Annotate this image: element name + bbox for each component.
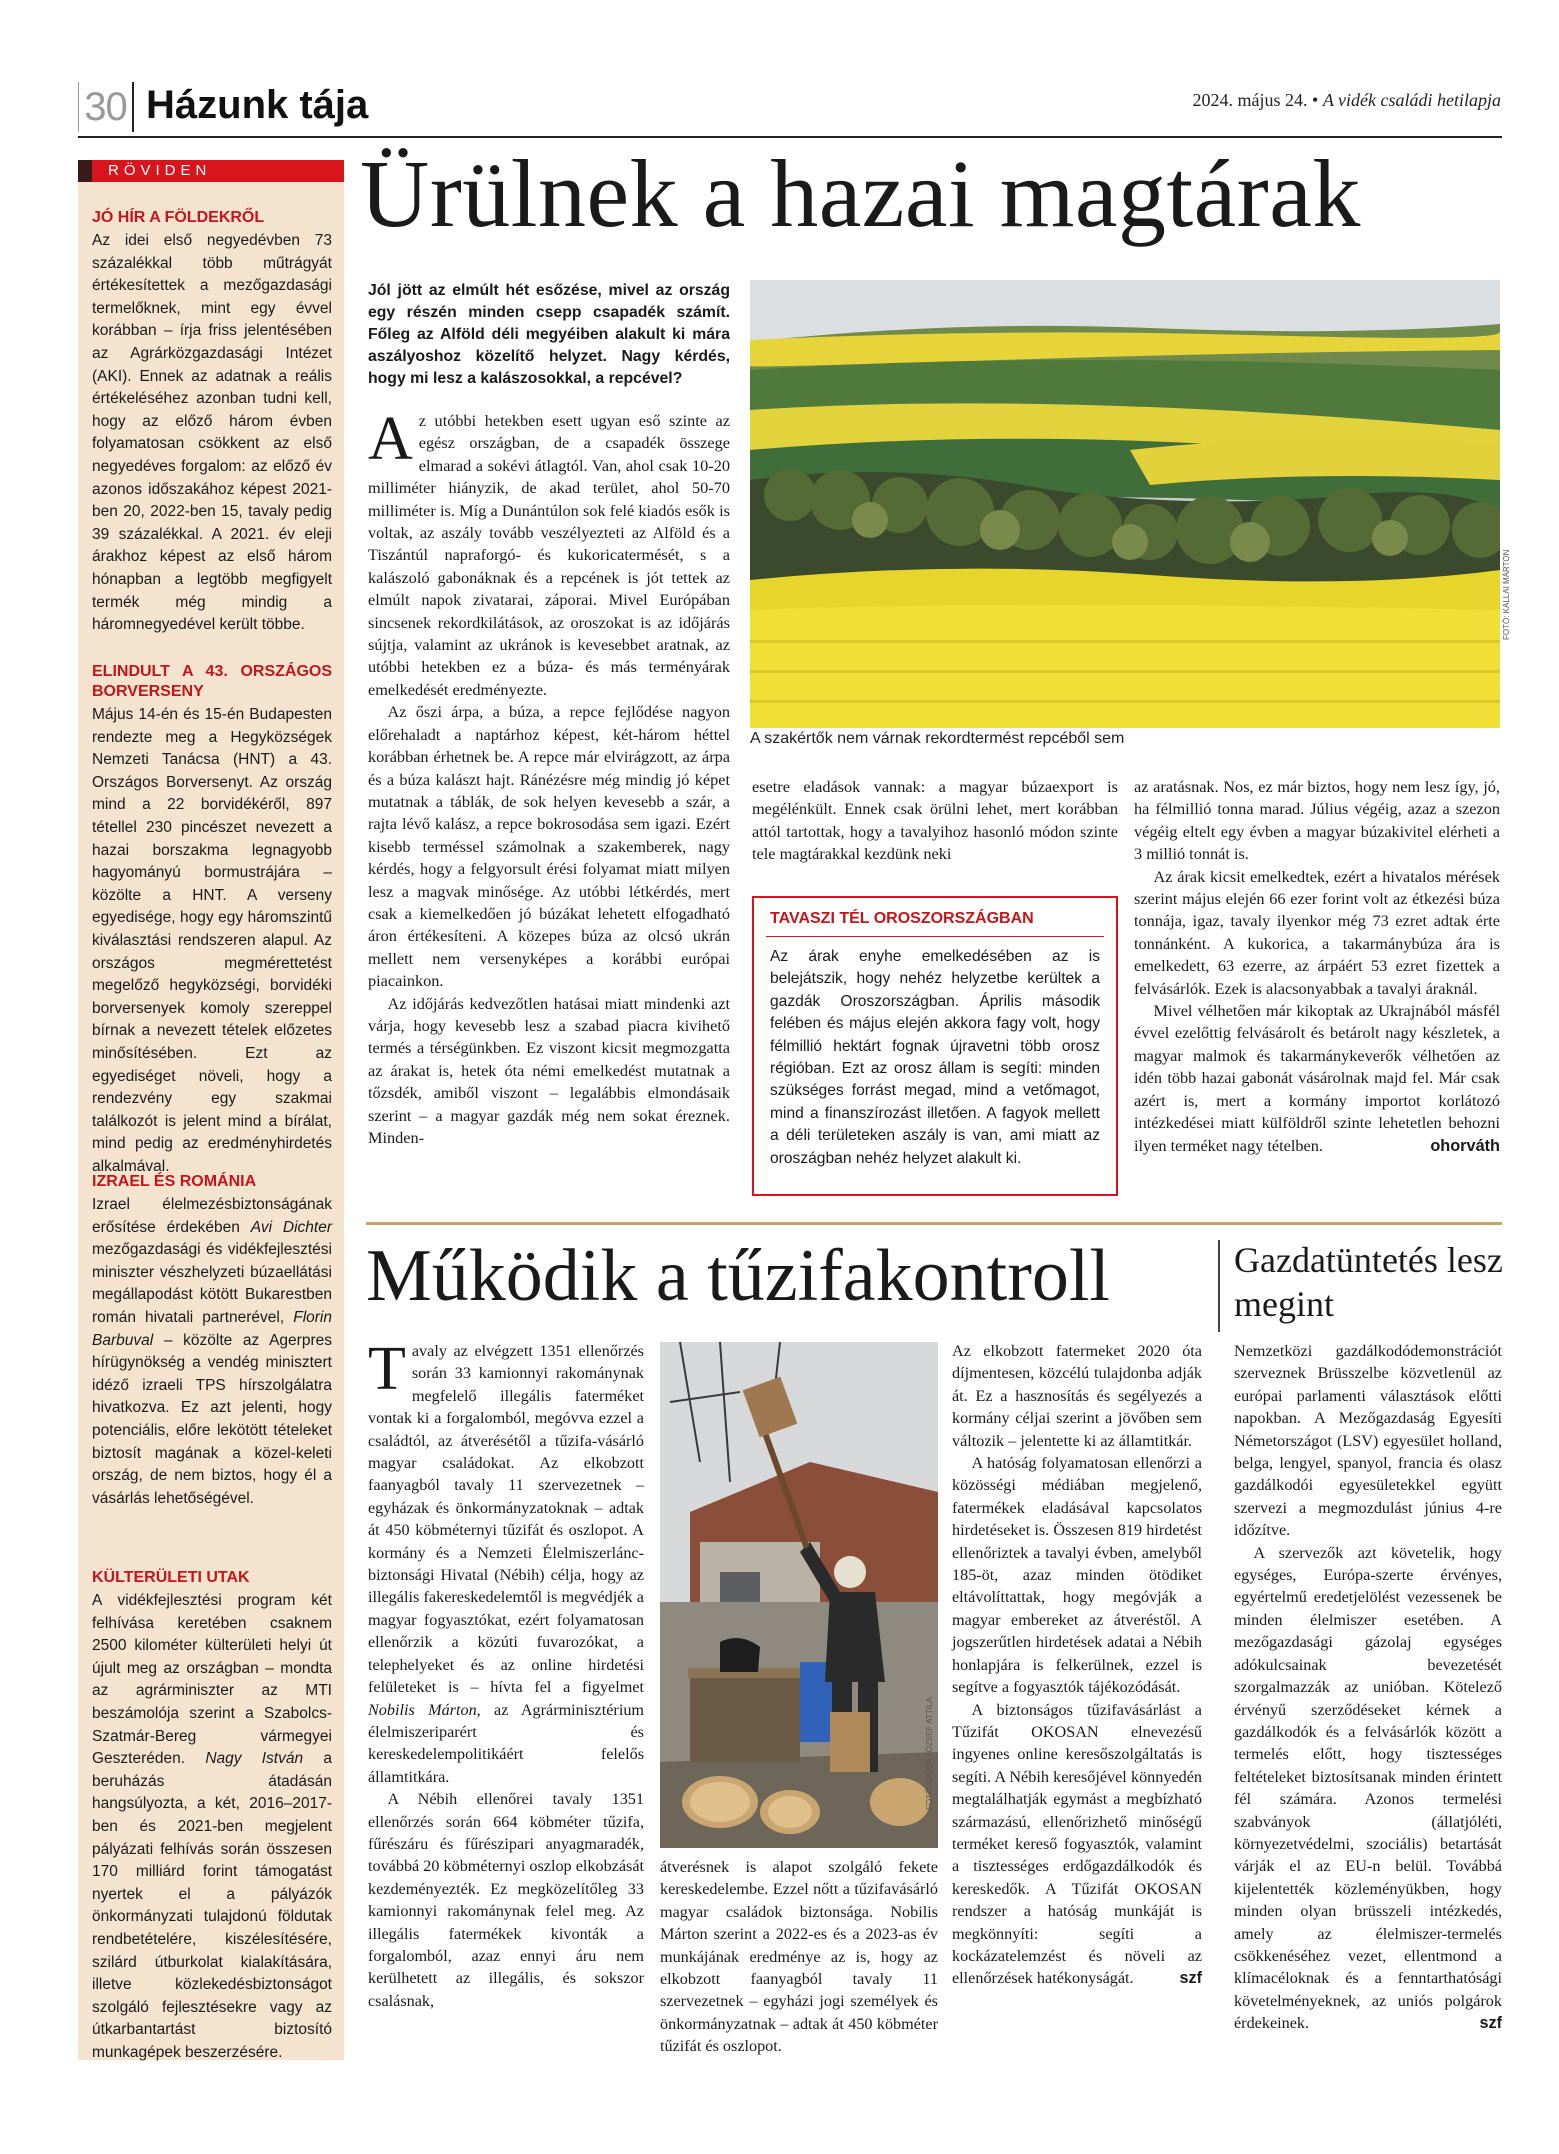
rapeseed-field-photo <box>750 280 1500 728</box>
info-box-rule <box>766 936 1104 937</box>
photo-credit: FOTÓ: KALLAI MÁRTON <box>1502 549 1511 640</box>
sidebar-item-title: KÜLTERÜLETI UTAK <box>92 1569 250 1586</box>
sidebar-item-title: JÓ HÍR A FÖLDEKRŐL <box>92 209 265 226</box>
sidebar-header <box>78 160 344 182</box>
section-title: Házunk tája <box>146 83 369 127</box>
sidebar-item-title: IZRAEL ÉS ROMÁNIA <box>92 1173 257 1190</box>
header-rule <box>78 136 1502 138</box>
article-column-4: Nemzetközi gazdálkodódemonstrációt szerveznek Brüsszelbe közvetlenül az európai parlamenti választások előtti napokban. A Mezőgazdaság Egyesíti Németországot (LSV) egyesület holland, belga, lengyel, spanyol, francia és olasz gazdálkodói egyesületekkel együtt szervezi a megmozdulást június 4-re időzítve. A szervezők azt követelik, hogy egységes, Európa-szerte érvényes, egyértelmű eredetjelölést vezessenek be minden élelmiszer esetében. A mezőgazdasági gázolaj egységes adókulcsainak bevezetését szorgalmazzák az unióban. Kötelező érvényű szerződéseket kérnek a gazdálkodók és a felvásárlók között a termelés előtt, hogy tisztességes feltételeket biztosítsanak minden érintett fél számára. Azonos termelési szabványok (állatjóléti, környezetvédelmi, szociális) betartását várják el az EU-n belül. Továbbá kijelentették közleményükben, hogy minden olyan brüsszeli intézkedés, amely az élelmiszer-termelés csökkenéséhez vezet, ellentmond a klímacéloknak és a fenntarthatósági követelményeknek, az uniós polgárok érdekeinek. szf <box>1234 1340 1502 2035</box>
author-signature: szf <box>1479 2014 1502 2033</box>
author-signature: szf <box>1179 1969 1202 1988</box>
sidebar-item-title: ELINDULT A 43. ORSZÁGOS BORVERSENY <box>92 663 332 700</box>
dateline-bullet: • <box>1312 90 1319 110</box>
info-box-title: TAVASZI TÉL OROSZORSZÁGBAN <box>770 910 1034 927</box>
sidebar-item-body: Az idei első negyedévben 73 százalékkal több műtrágyát értékesítettek a mezőgazdasági termelőknek, mint egy évvel korábban – írja friss jelentésében az Agrárközgazdasági Intézet (AKI). Ennek az adatnak a reális értékeléséhez azonban tudni kell, hogy az előző három évben folyamatosan csökkent az első negyedéves forgalom: az előző év azonos időszakához képest 2021-ben 20, 2022-ben 15, tavaly pedig 39 százalékkal. A 2021. év eleji árakhoz képest az első három hónapban a legtöbb megfigyelt termék még mindig a háromnegyedével került többe. <box>92 232 332 634</box>
article-column-3: az aratásnak. Nos, ez már biztos, hogy nem lesz így, jó, ha félmillió tonna marad. Július végéig, azaz a szezon végéig eltelt egy évben a magyar búzakivitel elérheti a 3 millió tonnát is. Az árak kicsit emelkedtek, ezért a hivatalos mérések szerint május elején 66 ezer forint volt az étkezési búza tonnája, igaz, tavaly ilyenkor még 73 ezret adtak érte tonnánként. A kukorica, a takarmánybúza ára is emelkedett, 63 ezerre, az árpáért 53 ezret fizettek a felvásárlók. Ezek is alacsonyabbak a tavalyi áraknál. Mivel vélhetően már kikoptak az Ukrajnából másfél évvel ezelőttig felvásárolt és betárolt nagy készletek, a magyar malmok és takarmánykeverők vélhetően az idén több hazai gabonát vásárolnak majd fel. Már csak azért is, mert a kormány importot korlátozó intézkedései miatt külföldről szinte lehetetlen behozni ilyen terméket nagy tételben. ohorváth <box>1134 776 1500 1157</box>
article-title: Gazdatüntetés lesz megint <box>1234 1240 1503 1324</box>
sidebar-item-body: Izrael élelmezésbiztonságának erősítése érdekében Avi Dichter mezőgazdasági és vidékfejlesztési miniszter vészhelyzeti búzaellátási megállapodást kötött Bukarestben román hivatali partnerével, Florin Barbuval – közölte az Agerpres hírügynökség a vendég minisztert idéző izraeli TPS hírszolgálatra hivatkozva. Ez azt jelenti, hogy potenciális, előre lekötött tételeket biztosít magának a közel-keleti ország, de nem biztos, hogy él a vásárlás lehetőségével. <box>92 1196 333 1507</box>
article-column-3: Az elkobzott fatermeket 2020 óta díjmentesen, közcélú tulajdonba adják át. Ez a hasznosítás és segélyezés a kormány céljai szerint a jövőben sem változik – jelentette ki az államtitkár. A hatóság folyamatosan ellenőrzi a közösségi médiában megjelenő, fatermékek eladásával kapcsolatos hirdetéseket is. Összesen 819 hirdetést ellenőriztek a tavalyi évben, amelyből 185-öt, azaz minden ötödiket eltávolíttattak, hogy megóvják a magyar embereket az átveréstől. A jogszerűtlen hirdetések adatai a Nébih honlapjára is felkerülnek, ezzel is segítve a fogyasztók tájékozódását. A biztonságos tűzifavásárlást a Tűzifát OKOSAN elnevezésű ingyenes online keresőszolgáltatás is segíti. A Nébih keresőjével könnyedén megtalálhatják egymást a megbízható származású, ellenőrizhető minőségű terméket kereső fogyasztók, valamint a tisztességes erdőgazdálkodók és kereskedők. A Tűzifát OKOSAN rendszer a hatóság munkáját is megkönnyíti: segíti a kockázatelemzést és növeli az ellenőrzések hatékonyságát. szf <box>952 1340 1202 1990</box>
drop-cap: A <box>368 405 413 473</box>
article-column-2: átverésnek is alapot szolgáló fekete kereskedelembe. Ezzel nőtt a tűzifavásárló magyar családok biztonsága. Nobilis Márton szerint a 2022-es és a 2023-as év munkájának eredménye az is, hogy az elkobzott faanyagból tavaly 11 szervezetnek – egyházi jogi személyek és önkormányzatnak – adtak át 450 köbméter tűzifát és oszlopot. <box>660 1858 938 2056</box>
publication-tagline: A vidék családi hetilapja <box>1322 90 1501 110</box>
sidebar-item-1 <box>92 208 332 637</box>
photo-caption: A szakértők nem várnak rekordtermést repcéből sem <box>750 730 1125 747</box>
sidebar-label: RÖVIDEN <box>108 162 212 179</box>
dateline <box>1193 90 1501 111</box>
issue-date: 2024. május 24. <box>1192 90 1308 110</box>
sidebar-item-body: Május 14-én és 15-én Budapesten rendezte meg a Hegyközségek Nemzeti Tanácsa (HNT) a 43. Országos Borversenyt. Az ország mind a 22 borvidékéről, 897 tétellel 230 pincészet nevezett a hazai borszakma legnagyobb hagyományú bormustrájára – közölte a HNT. A verseny egyedisége, hogy egy háromszintű kiválasztási rendszeren alapul. Az országos megmérettetést megelőző hegyközségi, borvidéki borversenyek komoly szereppel bírnak a nevezett tételek előzetes minősítésében. Ezt az egyediséget növeli, hogy a rendezvény egy szakmai találkozót is jelent mind a bírálat, mind pedig az eredményhirdetés alkalmával. <box>92 706 332 1175</box>
article-title: Működik a tűzifakontroll <box>366 1235 1110 1317</box>
photo-credit: FOTÓ: VAJDA JÓZSEF ATTILA <box>925 1697 934 1810</box>
sidebar-item-body: A vidékfejlesztési program két felhívása keretében csaknem 2500 kilométer külterületi helyi út újult meg az országban – mondta az agrárminiszter az MTI beszámolója szerint a Szabolcs-Szatmár-Bereg vármegyei Geszteréden. Nagy István a beruházás átadásán hangsúlyozta, a két, 2016–2017-ben és 2021-ben megjelent pályázati felhívás során összesen 170 milliárd forint támogatást nyertek el a pályázók önkormányzati tulajdonú földutak rendbetételére, kiszélesítésére, szilárd útburkolat kialakítására, illetve közlekedésbiztonságot szolgáló fejlesztésekre vagy az útkarbantartást biztosító munkagépek beszerzésére. <box>92 1592 332 2061</box>
article-column-2: esetre eladások vannak: a magyar búzaexport is megélénkült. Ennek csak örülni lehet, mert korábban attól tartottak, hogy a tavalyihoz hasonló módon szinte tele magtárakkal kezdünk neki <box>752 777 1118 864</box>
article-separator <box>366 1222 1502 1225</box>
article-lead: Jól jött az elmúlt hét esőzése, mivel az ország egy részén minden csepp csapadék számít. Főleg az Alföld déli megyéiben alakult ki mára aszályoshoz közelítő helyzet. Nagy kérdés, hogy mi lesz a kalászosokkal, a repcével? <box>368 282 730 387</box>
sidebar-item-4 <box>92 1568 332 2064</box>
page-number: 30 <box>78 82 134 132</box>
article-title: Ürülnek a hazai magtárak <box>360 140 1361 247</box>
sidebar-header-mark <box>78 160 92 182</box>
article-column-1: Az utóbbi hetekben esett ugyan eső szinte az egész országban, de a csapadék összege elmarad a sokévi átlagtól. Van, ahol csak 10-20 milliméter hiányzik, de akad terület, ahol 50-70 milliméter is. Míg a Dunántúlon sok felé kiadós esők is voltak, az aszály tovább veszélyezteti az Alföld és a Tiszántúl napraforgó- és kukoricatermését, s a kalászoló gabonáknak és a repcének is jót tettek az elmúlt napok zivatarai, záporai. Mivel Európában sincsenek rekordkilátások, az oroszokat is az időjárás sújtja, valamint az ukránok is kevesebbet aratnak, az utóbbi hetekben ez a búza- és más terményárak emelkedését eredményezte. Az őszi árpa, a búza, a repce fejlődése nagyon előrehaladt a naptárhoz képest, két-három héttel korábban érhetnek be. A repce már elvirágzott, az árpa és a búza kalászt hajt. Ránézésre még mindig jó képet mutatnak a táblák, de sok helyen kevesebb a szár, a rajta lévő kalász, a repce bokrosodása sem igazi. Ezért kisebb terméssel számolnak a szakemberek, nagy kérdés, hogy a felgyorsult érési folyamat miatt milyen lesz a magvak minősége. Az utóbbi létkérdés, mert csak a kiemelkedően jó búzákat lehetett elfogadható áron értékesíteni. A közepes búza az olcsó ukrán mellett nem versenyképes a korábbi európai piacainkon. Az időjárás kedvezőtlen hatásai miatt mindenki azt várja, hogy kevesebb lesz a szabad piacra kivihető termés a térségünkben. Ez viszont kicsit megmozgatta az árakat is, hetek óta némi emelkedést mutatnak a tőzsdék, amiből viszont – legalábbis elmondásaik szerint – a magyar gazdák még nem sokat éreznek. Minden- <box>368 405 730 1147</box>
drop-cap: T <box>368 1335 406 1403</box>
info-box-body: Az árak enyhe emelkedésében az is belejátszik, hogy nehéz helyzetbe kerültek a gazdák Oroszországban. Április második felében és május elején akkora fagy volt, hogy félmillió hektárt fognak újravetni több orosz régióban. Ezt az orosz állam is segíti: minden szükséges forrást megad, mind a vetőmagot, mind a finanszírozást illetően. A fagyok mellett a déli területeken aszály is van, ami miatt az oroszágban nehéz helyzet alakult ki. <box>770 948 1100 1167</box>
firewood-chopping-photo <box>660 1342 938 1848</box>
sidebar-item-2 <box>92 662 332 1178</box>
info-box <box>752 896 1118 1196</box>
author-signature: ohorváth <box>1430 1136 1500 1155</box>
article-column-1: Tavaly az elvégzett 1351 ellenőrzés során 33 kamionnyi rakománynak megfelelő illegális faterméket vontak ki a forgalomból, megóvva ezzel a családtól, az átverésétől a tűzifa-vásárló magyar családokat. Az elkobzott faanyagból tavaly 11 szervezetnek – egyházak és önkormányzatoknak – adtak át 450 köbméternyi tűzifát és oszlopot. A kormány és a Nemzeti Élelmiszerlánc-biztonsági Hivatal (Nébih) célja, hogy az illegális fakereskedelemtől is megvédjék a magyar fogyasztókat, ezért folyamatosan ellenőrzik a közúti fuvarozókat, a telephelyeket és az online hirdetési felületeket is – hívta fel a figyelmet Nobilis Márton, az Agrárminisztérium élelmiszeriparért és kereskedelempolitikáért felelős államtitkára. A Nébih ellenőrei tavaly 1351 ellenőrzés során 664 köbméter tűzifa, fűrészáru és fűrészipari anyagmaradék, továbbá 20 köbméternyi oszlop elkobzását kezdeményezték. Ez megközelítőleg 33 kamionnyi rakománynak felel meg. Az illegális fatermékek kivonták a forgalomból, azaz ennyi áru nem kerülhetett az illegális, és sokszor csalásnak, <box>368 1335 645 2010</box>
sidebar-item-3 <box>92 1172 332 1510</box>
title-divider <box>1218 1240 1220 1332</box>
